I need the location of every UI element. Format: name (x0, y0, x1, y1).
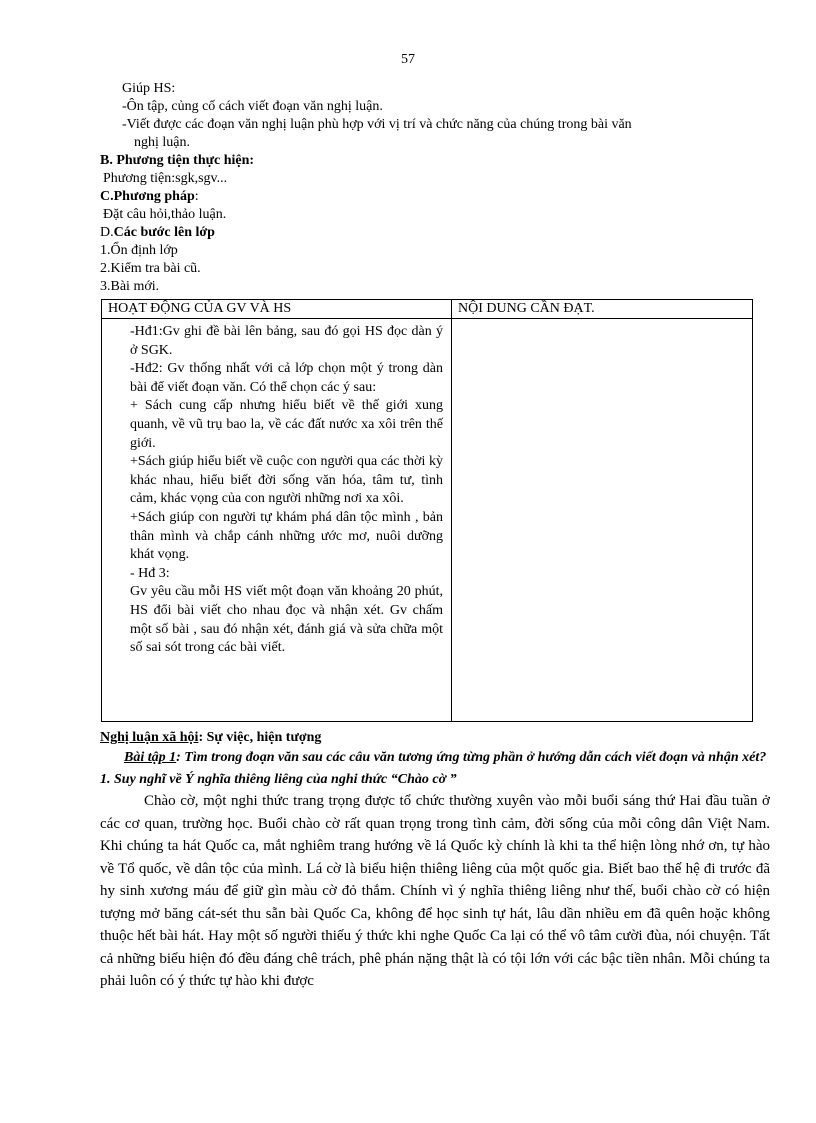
teacher-student-activity-column (102, 300, 452, 721)
step-3: 3.Bài mới. (100, 279, 160, 294)
required-content-column (452, 300, 752, 721)
exercise-label: Bài tập 1 (124, 750, 177, 765)
exercise-prompt (100, 748, 770, 768)
activity-paragraph: - Hđ 3: (130, 565, 170, 581)
section-c-title: C.Phương pháp (100, 189, 195, 204)
step-1: 1.Ổn định lớp (100, 243, 178, 258)
section-heading (100, 728, 770, 748)
content-cell (452, 319, 752, 323)
section-d-prefix: D. (100, 225, 114, 240)
essay-paragraph: Chào cờ, một nghi thức trang trọng được tổ chức thường xuyên vào mỗi buổi sáng thứ Hai đầu tuần ở các cơ quan, trường học. Buổi chào cờ rất quan trọng trong tình cảm, đời sống của mỗi công dân Việt Nam. Khi chúng ta hát Quốc ca, mắt nghiêm trang hướng về lá Quốc kỳ chính là khi ta thể hiện lòng nhớ ơn, tự hào về Tổ quốc, về dân tộc của mình. Lá cờ là biểu hiện thiêng liêng của một quốc gia. Biết bao thế hệ đi trước đã hy sinh xương máu để giữ gìn màu cờ đỏ thắm. Chính vì ý nghĩa thiêng liêng như thế, buổi chào cờ có hiện tượng mở băng cát-sét thu sẵn bài Quốc Ca, không để học sinh tự hát, lâu dần nhiều em đã quên hoặc không thuộc hết bài hát. Hay một số người thiếu ý thức khi nghe Quốc Ca lại có thể vô tâm cười đùa, nói chuyện. Tất cả những biểu hiện đó đều đáng chê trách, phê phán nặng thật là có tội lớn với các bậc tiền nhân. Mỗi chúng ta phải luôn có ý thức tự hào khi được (100, 793, 770, 989)
section-b-heading: B. Phương tiện thực hiện: (100, 153, 255, 168)
activity-cell (102, 319, 451, 658)
essay-title: 1. Suy nghĩ về Ý nghĩa thiêng liêng của nghi thức “Chào cờ ” (100, 772, 457, 787)
activity-paragraph: +Sách giúp con người tự khám phá dân tộc mình , bản thân mình và chắp cánh những ước mơ, nuôi dưỡng khát vọng. (130, 509, 443, 563)
section-c-colon: : (194, 189, 199, 204)
step-2: 2.Kiểm tra bài cũ. (100, 261, 201, 276)
activity-paragraph: -Hđ1:Gv ghi đề bài lên bảng, sau đó gọi HS đọc dàn ý ở SGK. (130, 324, 443, 358)
lesson-intro (100, 80, 740, 296)
goal-line-1: Giúp HS: (122, 81, 176, 96)
goal-line-4: nghị luận. (134, 135, 190, 150)
activity-paragraph: -Hđ2: Gv thống nhất với cả lớp chọn một ý trong dàn bài để viết đoạn văn. Có thể chọn các ý sau: (130, 361, 443, 395)
activity-paragraph: Gv yêu cầu mỗi HS viết một đoạn văn khoảng 20 phút, HS đổi bài viết cho nhau đọc và nhận xét. Gv chấm một số bài , sau đó nhận xét, đánh giá và sửa chữa một số sai sót trong các bài viết. (130, 584, 443, 656)
activity-paragraph: + Sách cung cấp nhưng hiểu biết về thế giới xung quanh, về vũ trụ bao la, về các đất nước xa xôi trên thế giới. (130, 398, 443, 451)
content-column-header: NỘI DUNG CẦN ĐẠT. (452, 300, 752, 319)
section-heading-underlined: Nghị luận xã hội (100, 730, 199, 745)
section-heading-rest: : Sự việc, hiện tượng (198, 730, 322, 745)
activity-paragraph: +Sách giúp hiểu biết về cuộc con người qua các thời kỳ khác nhau, hiểu biết đời sống văn hóa, tâm tư, tình cảm, khác vọng của con người những nơi xa xôi. (130, 454, 443, 507)
page-number: 57 (401, 52, 415, 67)
goal-line-3: -Viết được các đoạn văn nghị luận phù hợp với vị trí và chức năng của chúng trong bài văn (122, 117, 632, 132)
section-d-heading (100, 224, 740, 242)
section-b-text: Phương tiện:sgk,sgv... (103, 171, 228, 186)
activity-column-header: HOẠT ĐỘNG CỦA GV VÀ HS (102, 300, 451, 319)
goal-line-2: -Ôn tập, củng cố cách viết đoạn văn nghị luận. (122, 99, 383, 114)
exercise-text: : Tìm trong đoạn văn sau các câu văn tương ứng từng phần ở hướng dẫn cách viết đoạn và nhận xét? (176, 750, 767, 765)
lesson-plan-table (101, 299, 753, 722)
social-argument-section (100, 728, 770, 993)
section-c-heading (100, 188, 740, 206)
section-d-title: Các bước lên lớp (113, 225, 215, 240)
section-c-text: Đặt câu hỏi,thảo luận. (103, 207, 227, 222)
